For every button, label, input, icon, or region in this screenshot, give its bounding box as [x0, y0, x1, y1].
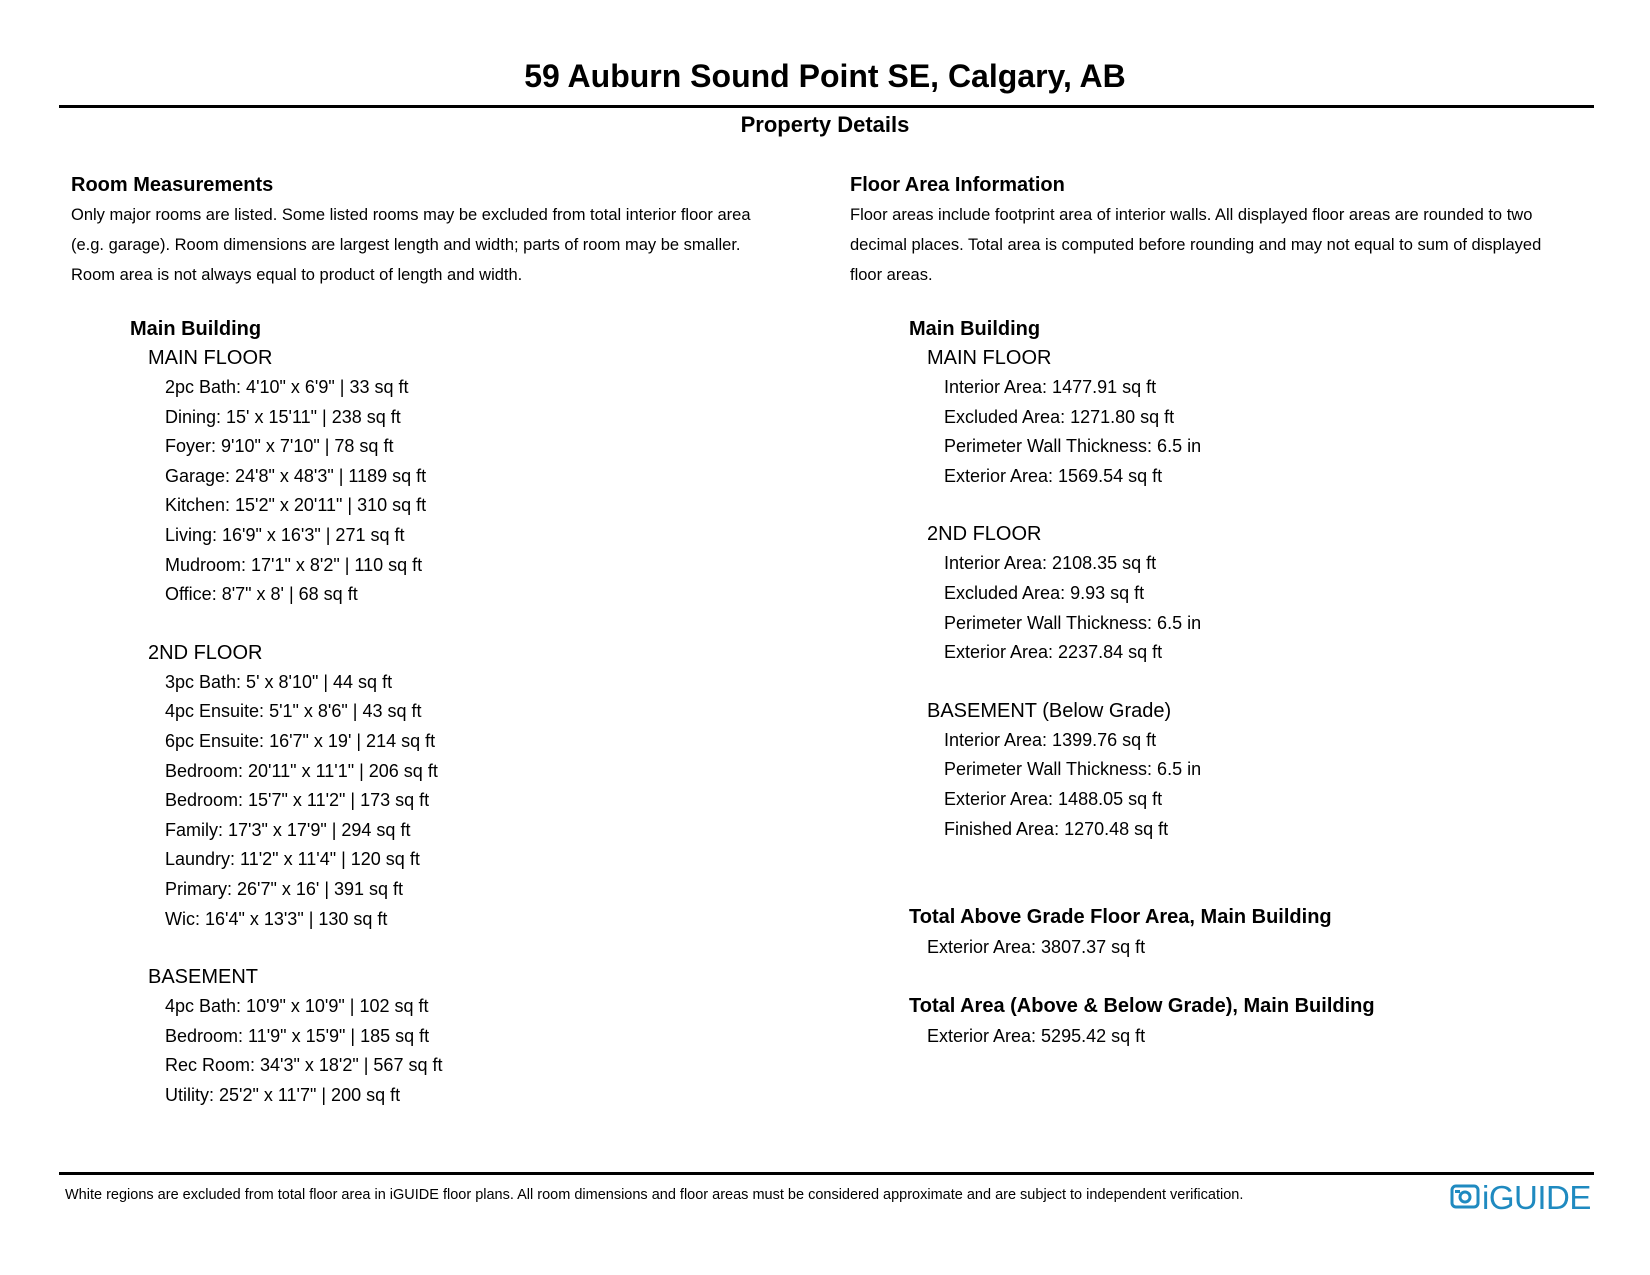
floor-heading-basement: BASEMENT [148, 966, 259, 989]
room-line: Family: 17'3" x 17'9" | 294 sq ft [165, 819, 411, 840]
room-line: Laundry: 11'2" x 11'4" | 120 sq ft [165, 849, 420, 870]
page-subtitle: Property Details [740, 112, 910, 137]
floor-heading-main: MAIN FLOOR [148, 347, 273, 369]
room-line: 3pc Bath: 5' x 8'10" | 44 sq ft [165, 671, 393, 692]
area-line: Exterior Area: 2237.84 sq ft [944, 642, 1163, 663]
area-line: Excluded Area: 1271.80 sq ft [944, 406, 1175, 427]
total-above-grade-value: Exterior Area: 3807.37 sq ft [927, 937, 1146, 958]
area-line: Perimeter Wall Thickness: 6.5 in [944, 759, 1202, 780]
room-line: 4pc Bath: 10'9" x 10'9" | 102 sq ft [165, 996, 429, 1017]
room-measurements-heading: Room Measurements [71, 174, 274, 196]
area-line: Perimeter Wall Thickness: 6.5 in [944, 436, 1202, 457]
area-line: Finished Area: 1270.48 sq ft [944, 818, 1169, 839]
total-above-grade-heading: Total Above Grade Floor Area, Main Building [909, 906, 1332, 929]
room-line: Bedroom: 15'7" x 11'2" | 173 sq ft [165, 790, 430, 811]
floor-heading-second: 2ND FLOOR [148, 641, 263, 664]
description-line: Room area is not always equal to product of length and width. [71, 266, 523, 284]
floor-area-heading: Floor Area Information [850, 174, 1065, 196]
room-line: Utility: 25'2" x 11'7" | 200 sq ft [165, 1084, 401, 1105]
room-line: Mudroom: 17'1" x 8'2" | 110 sq ft [165, 554, 423, 575]
room-line: Foyer: 9'10" x 7'10" | 78 sq ft [165, 436, 394, 457]
total-area-value: Exterior Area: 5295.42 sq ft [927, 1026, 1146, 1047]
room-line: Garage: 24'8" x 48'3" | 1189 sq ft [165, 465, 427, 486]
description-line: Only major rooms are listed. Some listed rooms may be excluded from total interior floor area [71, 206, 751, 224]
room-line: Bedroom: 11'9" x 15'9" | 185 sq ft [165, 1025, 430, 1046]
area-line: Exterior Area: 1488.05 sq ft [944, 788, 1163, 809]
room-line: Kitchen: 15'2" x 20'11" | 310 sq ft [165, 495, 427, 516]
room-line: Office: 8'7" x 8' | 68 sq ft [165, 584, 358, 605]
iguide-logo [1450, 1180, 1591, 1216]
room-line: 2pc Bath: 4'10" x 6'9" | 33 sq ft [165, 377, 409, 397]
room-line: Dining: 15' x 15'11" | 238 sq ft [165, 406, 401, 427]
room-measurements-section [71, 170, 811, 1110]
page-title: 59 Auburn Sound Point SE, Calgary, AB [524, 58, 1126, 94]
description-line: decimal places. Total area is computed before rounding and may not equal to sum of displayed [850, 236, 1542, 254]
building-heading: Main Building [909, 318, 1041, 340]
room-measurements-description [71, 200, 811, 290]
area-line: Perimeter Wall Thickness: 6.5 in [944, 612, 1202, 633]
room-line: Wic: 16'4" x 13'3" | 130 sq ft [165, 908, 388, 929]
room-line: 6pc Ensuite: 16'7" x 19' | 214 sq ft [165, 730, 436, 751]
floor-heading-basement: BASEMENT (Below Grade) [927, 699, 1172, 722]
footer-disclaimer: White regions are excluded from total floor area in iGUIDE floor plans. All room dimensions and floor areas must be considered approximate and are subject to independent verification. [65, 1187, 1244, 1203]
camera-icon [1450, 1182, 1480, 1215]
area-line: Interior Area: 1399.76 sq ft [944, 729, 1157, 750]
area-line: Interior Area: 1477.91 sq ft [944, 377, 1157, 397]
description-line: (e.g. garage). Room dimensions are largest length and width; parts of room may be smaller. [71, 236, 741, 254]
floor-area-section [850, 170, 1610, 1051]
room-line: 4pc Ensuite: 5'1" x 8'6" | 43 sq ft [165, 701, 422, 722]
logo-text: iGUIDE [1482, 1179, 1591, 1216]
description-line: Floor areas include footprint area of interior walls. All displayed floor areas are rounded to two [850, 206, 1533, 224]
area-line: Interior Area: 2108.35 sq ft [944, 553, 1157, 574]
footer-divider [59, 1172, 1594, 1175]
total-area-heading: Total Area (Above & Below Grade), Main Building [909, 995, 1375, 1018]
room-line: Living: 16'9" x 16'3" | 271 sq ft [165, 524, 405, 545]
room-line: Bedroom: 20'11" x 11'1" | 206 sq ft [165, 760, 438, 781]
room-line: Rec Room: 34'3" x 18'2" | 567 sq ft [165, 1055, 443, 1076]
floor-heading-second: 2ND FLOOR [927, 523, 1042, 546]
area-line: Excluded Area: 9.93 sq ft [944, 582, 1145, 603]
floor-heading-main: MAIN FLOOR [927, 347, 1052, 369]
building-heading: Main Building [130, 318, 262, 340]
floor-area-description [850, 200, 1610, 290]
area-line: Exterior Area: 1569.54 sq ft [944, 465, 1163, 486]
description-line: floor areas. [850, 266, 933, 284]
room-line: Primary: 26'7" x 16' | 391 sq ft [165, 878, 404, 899]
header-divider [59, 105, 1594, 108]
